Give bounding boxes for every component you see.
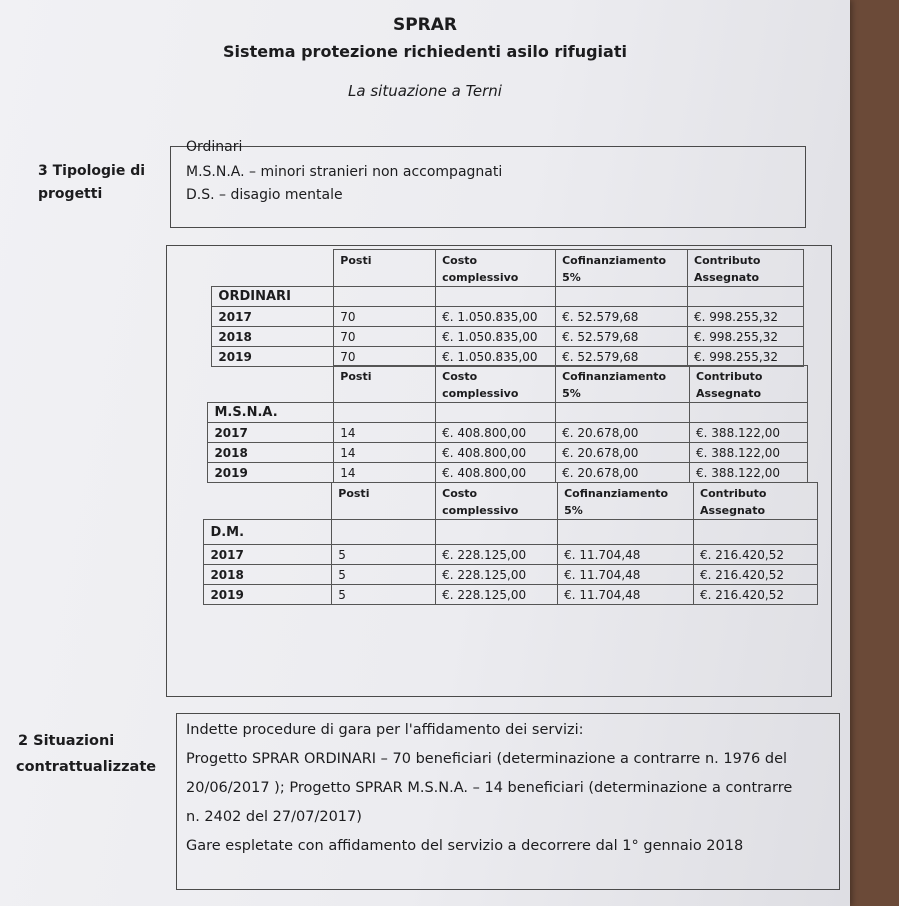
year-cell: 2018 [204,565,332,585]
contributo-cell: €. 388.122,00 [690,443,808,463]
posti-cell: 14 [334,443,436,463]
tipologie-label [38,160,145,206]
tipologie-label-line2: progetti [38,186,103,202]
situazioni-line: n. 2402 del 27/07/2017) [186,809,362,825]
costo-cell: €. 408.800,00 [436,463,556,483]
costo-cell: €. 228.125,00 [436,585,558,605]
posti-cell: 70 [334,307,436,327]
posti-cell: 5 [332,545,436,565]
situazioni-text [186,716,834,832]
cofinanziamento-cell: €. 11.704,48 [558,565,694,585]
cofinanziamento-cell: €. 52.579,68 [556,327,688,347]
contributo-cell: €. 388.122,00 [690,423,808,443]
header-costo: Costo complessivo [436,366,556,403]
costo-cell: €. 408.800,00 [436,423,556,443]
cofinanziamento-cell: €. 20.678,00 [556,423,690,443]
tipologia-item: M.S.N.A. – minori stranieri non accompagnati [186,164,503,180]
table-msna [176,365,808,483]
header-contributo: Contributo Assegnato [688,250,804,287]
posti-cell: 70 [334,347,436,367]
year-cell: 2019 [212,347,334,367]
header-costo: Costo complessivo [436,483,558,520]
posti-cell: 70 [334,327,436,347]
table-dm [176,482,818,605]
cofinanziamento-cell: €. 52.579,68 [556,307,688,327]
table-row [176,463,808,483]
section-row [176,520,818,545]
costo-cell: €. 228.125,00 [436,545,558,565]
header-posti: Posti [334,250,436,287]
contributo-cell: €. 216.420,52 [694,565,818,585]
situazioni-closing: Gare espletate con affidamento del servizio a decorrere dal 1° gennaio 2018 [186,838,744,854]
header-cofinanziamento: Cofinanziamento 5% [556,366,690,403]
document-subtitle: Sistema protezione richiedenti asilo rifugiati [223,42,627,61]
section-label: D.M. [204,520,332,545]
contributo-cell: €. 998.255,32 [688,347,804,367]
table-row [176,443,808,463]
contributo-cell: €. 388.122,00 [690,463,808,483]
section-label: ORDINARI [212,287,334,307]
year-cell: 2019 [208,463,334,483]
situazioni-line: Progetto SPRAR ORDINARI – 70 beneficiari (determinazione a contrarre n. 1976 del [186,751,788,767]
contributo-cell: €. 998.255,32 [688,307,804,327]
costo-cell: €. 1.050.835,00 [436,307,556,327]
posti-cell: 14 [334,423,436,443]
cofinanziamento-cell: €. 52.579,68 [556,347,688,367]
cofinanziamento-cell: €. 20.678,00 [556,463,690,483]
document-title: SPRAR [392,15,458,35]
tipologia-item: Ordinari [186,139,243,155]
document-place: La situazione a Terni [348,82,502,100]
costo-cell: €. 408.800,00 [436,443,556,463]
situazioni-line: Indette procedure di gara per l'affidamento dei servizi: [186,722,584,738]
situazioni-label-line1: 2 Situazioni [18,733,115,749]
tipologia-item: D.S. – disagio mentale [186,187,343,203]
situazioni-label-line2: contrattualizzate [16,759,157,775]
tipologie-label-line1: 3 Tipologie di [38,163,146,179]
header-posti: Posti [332,483,436,520]
header-posti: Posti [334,366,436,403]
table-row [176,585,818,605]
table-header-row [176,250,804,287]
section-label: M.S.N.A. [208,403,334,423]
header-contributo: Contributo Assegnato [694,483,818,520]
posti-cell: 14 [334,463,436,483]
header-costo: Costo complessivo [436,250,556,287]
cofinanziamento-cell: €. 11.704,48 [558,545,694,565]
contributo-cell: €. 998.255,32 [688,327,804,347]
contributo-cell: €. 216.420,52 [694,585,818,605]
posti-cell: 5 [332,585,436,605]
header-contributo: Contributo Assegnato [690,366,808,403]
table-row [176,423,808,443]
cofinanziamento-cell: €. 20.678,00 [556,443,690,463]
table-row [176,347,804,367]
table-row [176,327,804,347]
contributo-cell: €. 216.420,52 [694,545,818,565]
year-cell: 2018 [212,327,334,347]
table-row [176,545,818,565]
year-cell: 2017 [208,423,334,443]
costo-cell: €. 1.050.835,00 [436,327,556,347]
table-header-row [176,483,818,520]
table-header-row [176,366,808,403]
year-cell: 2017 [212,307,334,327]
section-row [176,403,808,423]
costo-cell: €. 228.125,00 [436,565,558,585]
header-cofinanziamento: Cofinanziamento 5% [558,483,694,520]
cofinanziamento-cell: €. 11.704,48 [558,585,694,605]
table-row [176,565,818,585]
posti-cell: 5 [332,565,436,585]
year-cell: 2018 [208,443,334,463]
situazioni-label [16,728,156,780]
year-cell: 2019 [204,585,332,605]
year-cell: 2017 [204,545,332,565]
table-row [176,307,804,327]
header-cofinanziamento: Cofinanziamento 5% [556,250,688,287]
table-ordinari [176,249,804,367]
situazioni-line: 20/06/2017 ); Progetto SPRAR M.S.N.A. – 14 beneficiari (determinazione a contrarre [186,780,793,796]
costo-cell: €. 1.050.835,00 [436,347,556,367]
section-row [176,287,804,307]
